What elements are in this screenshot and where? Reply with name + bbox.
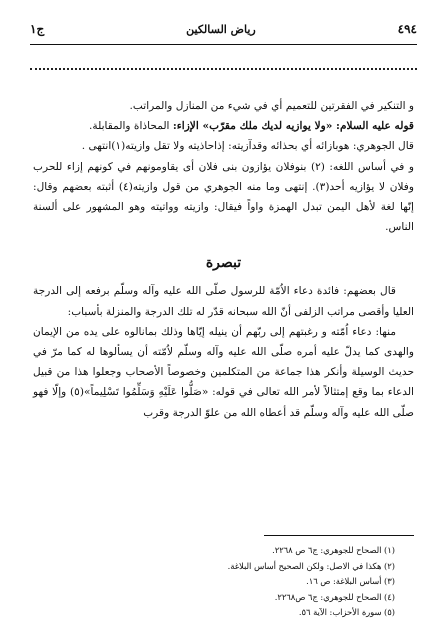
main-text xyxy=(33,96,414,423)
header-rule xyxy=(30,44,417,45)
paragraph-4: و في أساس اللغه: (٢) بنوفلان يؤازون بنى فلان أى يقاومونهم في كونهم إزاء للحرب وفلان لا يؤازيه أحد(٣). إنتهى وما منه الجوهري من قول وازيته(٤) أثبته بعضهم وقال: إنّها لغة لأهل اليمن تبدل الهمزة واواً فيقال: وازيته وواتيته وهو المشهور على ألسنة الناس. xyxy=(33,160,414,234)
paragraph-2 xyxy=(33,116,414,136)
paragraph-6: منها: دعاء اُمّته و رغبتهم إلى ربّهم أن ينيله إيّاها وذلك بمانالوه على يده من الإيمان والهدى كما يدلّ عليه أمره صلّى الله عليه وآله وسلّم لاُمّته أن يسألوها له كما مرّ في حديث الوسيلة وأنكر هذا جماعة من المتكلمين وخصوصاً الأصحاب وجعلوا هذا من قبيل الدعاء بما وقع إمتثالاً لأمر الله تعالى في قوله: «صَلُّوا عَلَيْهِ وَسَلِّمُوا تَسْلِيماً»(٥) وإلّا فهو صلّى الله عليه وآله وسلّم قد أعطاه الله من علوّ الدرجة وقرب xyxy=(33,325,414,419)
footnote-2: (٢) هكذا في الاصل: ولكن الصحيح أساس البلاغة. xyxy=(227,560,395,571)
volume-label: ج١ xyxy=(30,22,45,36)
paragraph-2-rest: المحاذاة والمقابلة. xyxy=(89,120,173,133)
book-title: رياض السالكين xyxy=(186,22,256,36)
page-number: ٤٩٤ xyxy=(397,22,417,36)
paragraph-5: قال بعضهم: فائدة دعاء الاُمّة للرسول صلّى الله عليه وآله وسلّم برفعه إلى الدرجة العليا وأقصى مراتب الزلفى أنّ الله سبحانه قدّر له تلك الدرجة والمنزلة بأسباب: xyxy=(33,285,414,318)
dotted-separator xyxy=(30,68,417,70)
footnote-3: (٣) أساس البلاغة: ص ١٦. xyxy=(306,576,395,586)
footnotes-rule xyxy=(264,535,414,536)
paragraph-1: و التنكير في الفقرتين للتعميم أي في شيء من المنازل والمراتب. xyxy=(129,100,414,112)
paragraph-2-lead: قوله عليه السلام: «ولا يوازيه لديك ملك مقرّب» الإزاء: xyxy=(172,120,414,133)
footnote-1: (١) الصحاح للجوهري: ج٦ ص ٢٢٦٨. xyxy=(272,545,395,555)
footnote-5: (٥) سورة الأحزاب: الآية ٥٦. xyxy=(298,607,395,617)
running-header xyxy=(30,18,417,40)
paragraph-3: قال الجوهري: هوبازائه أي بحذائه وقدآزيته: إذاحاذيته ولا تقل وازيته(١)انتهى . xyxy=(81,140,414,153)
footnotes xyxy=(60,543,395,621)
footnote-4: (٤) الصحاح للجوهري: ج٦ ص٢٢٦٨. xyxy=(274,591,395,602)
section-title: تبصرة xyxy=(205,255,242,272)
